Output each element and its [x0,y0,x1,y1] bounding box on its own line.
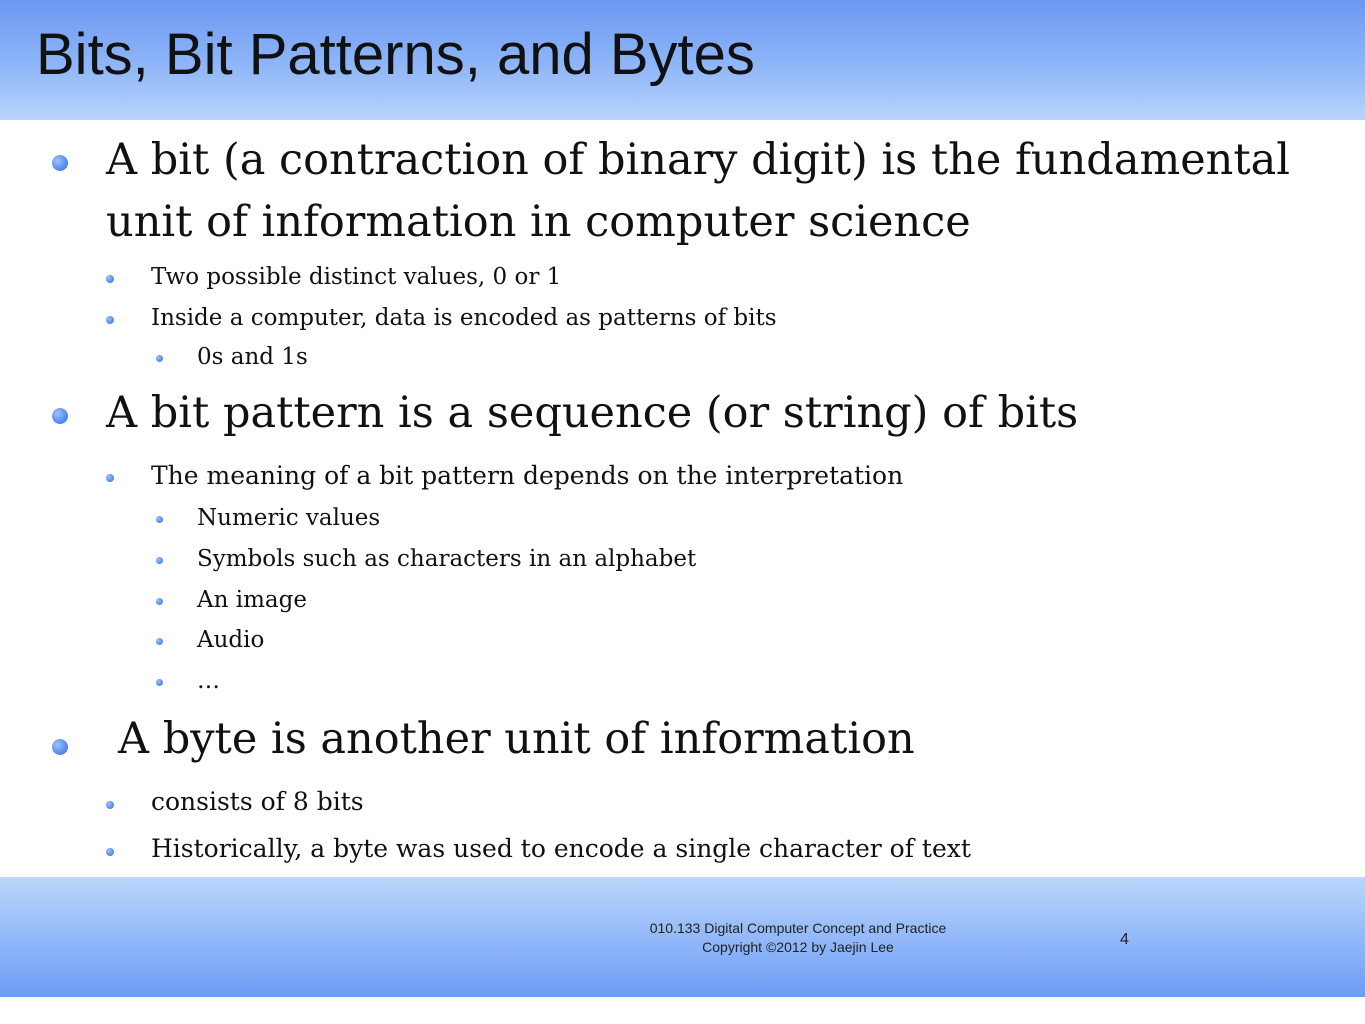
footer-course: 010.133 Digital Computer Concept and Practice [649,920,947,936]
bullet-bit-sub2: Inside a computer, data is encoded as patterns of bits [151,305,777,331]
footer-text [560,919,1036,957]
bullet-byte-sub2: Historically, a byte was used to encode a single character of text [151,834,971,863]
bullet-pattern-sub1: The meaning of a bit pattern depends on the interpretation [151,461,904,490]
bullet-bit-line2: unit of information in computer science [106,197,971,247]
sub-bullet-dot [106,316,114,324]
sub-bullet-dot [106,848,114,856]
title-band [0,0,1365,120]
bullet-byte: A byte is another unit of information [118,714,915,764]
sub-sub-bullet-dot [156,516,163,523]
sub-sub-bullet-dot [156,598,163,605]
bullet-dot [52,155,68,171]
bullet-pattern: A bit pattern is a sequence (or string) of bits [106,388,1079,438]
sub-sub-bullet-dot [156,638,163,645]
sub-sub-bullet-dot [156,355,163,362]
sub-bullet-dot [106,801,114,809]
bullet-byte-sub1: consists of 8 bits [151,787,364,816]
footer-copyright: Copyright ©2012 by Jaejin Lee [702,939,894,955]
bullet-bit-sub2-1: 0s and 1s [197,344,308,370]
sub-bullet-dot [106,275,114,283]
sub-sub-bullet-dot [156,557,163,564]
slide-title: Bits, Bit Patterns, and Bytes [36,22,755,87]
page-number: 4 [1120,931,1129,948]
pattern-item: … [197,668,220,694]
pattern-item: Audio [197,627,265,653]
pattern-item: Numeric values [197,505,381,531]
bullet-bit-line1: A bit (a contraction of binary digit) is the fundamental [106,135,1291,185]
bullet-dot [52,739,68,755]
bullet-bit-sub1: Two possible distinct values, 0 or 1 [151,264,562,290]
pattern-item: An image [197,587,307,613]
sub-sub-bullet-dot [156,679,163,686]
pattern-item: Symbols such as characters in an alphabet [197,546,697,572]
bullet-dot [52,408,68,424]
footer-band [0,877,1365,997]
sub-bullet-dot [106,474,114,482]
